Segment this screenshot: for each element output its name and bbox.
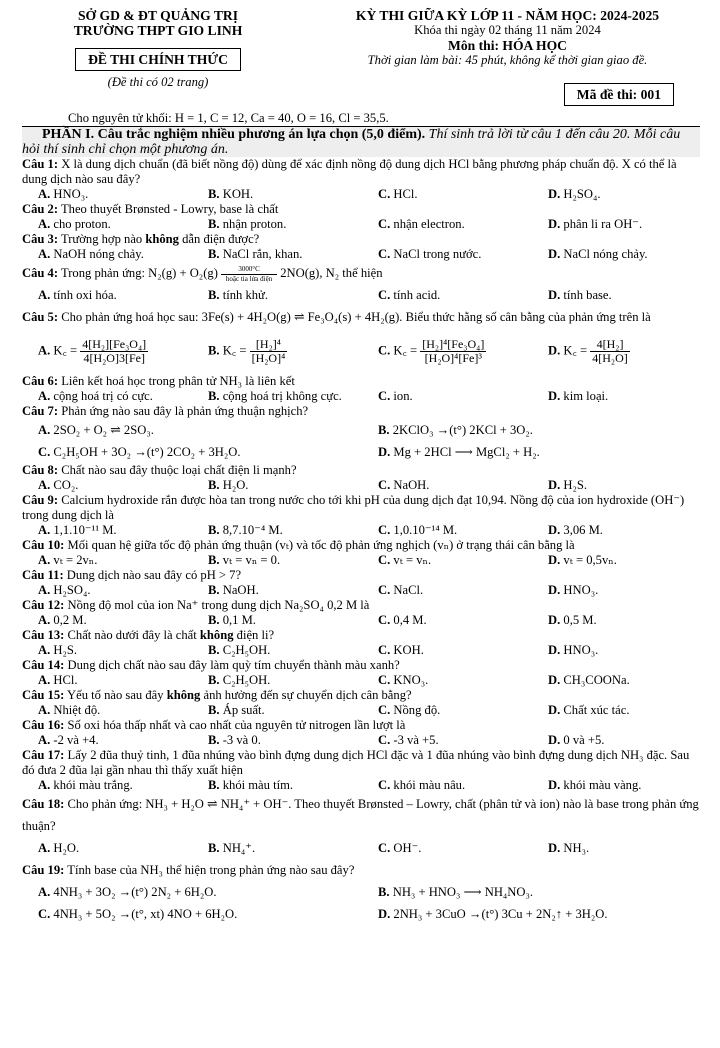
option-b[interactable]: B. H₂O. (208, 478, 249, 492)
options-11 (22, 583, 700, 598)
option-b[interactable]: B. C₂H₅OH. (208, 643, 271, 657)
option-c[interactable]: C. K꜀ = $\frac{\text{[H₂]⁴[Fe₃O₄]}}{\text{[H₂O]⁴[Fe]³}}$ (378, 336, 485, 365)
option-a[interactable]: A. CO₂. (38, 478, 79, 492)
option-b[interactable]: B. -3 và 0. (208, 733, 261, 747)
option-d[interactable]: D. phân li ra OH⁻. (548, 217, 643, 231)
options-12 (22, 613, 700, 628)
option-c[interactable]: C. OH⁻. (378, 841, 422, 855)
option-a[interactable]: A. 1,1.10⁻¹¹ M. (38, 523, 117, 537)
option-c[interactable]: C. nhận electron. (378, 217, 465, 231)
option-c[interactable]: C. KNO₃. (378, 673, 429, 687)
option-c[interactable]: C. -3 và +5. (378, 733, 439, 747)
exam-duration: Thời gian làm bài: 45 phút, không kể thời gian giao đề. (367, 53, 648, 67)
options-3 (22, 247, 700, 262)
option-c[interactable]: C. vₜ = vₙ. (378, 553, 432, 567)
option-b[interactable]: B. NH₄⁺. (208, 841, 256, 855)
option-a[interactable]: A. -2 và +4. (38, 733, 99, 747)
option-a[interactable]: A. khói màu trắng. (38, 778, 133, 792)
question-15: Câu 15: Yếu tố nào sau đây không ảnh hưởng đến sự chuyển dịch cân bằng? (22, 688, 412, 702)
options-17 (22, 778, 700, 793)
options-7-row1 (22, 419, 700, 441)
option-a[interactable]: A. cộng hoá trị có cực. (38, 389, 153, 403)
option-d[interactable]: D. 0 và +5. (548, 733, 605, 747)
option-d[interactable]: D. H₂S. (548, 478, 588, 492)
option-c[interactable]: C. 4NH₃ + 5O₂ →(t°, xt) 4NO + 6H₂O. (38, 907, 238, 921)
option-a[interactable]: A. 0,2 M. (38, 613, 87, 627)
options-8 (22, 478, 700, 493)
option-b[interactable]: B. nhận proton. (208, 217, 287, 231)
option-b[interactable]: B. 0,1 M. (208, 613, 256, 627)
option-a[interactable]: A. NaOH nóng chảy. (38, 247, 144, 261)
question-7: Câu 7: Phản ứng nào sau đây là phản ứng thuận nghịch? (22, 404, 309, 418)
option-c[interactable]: C. HCl. (378, 187, 418, 201)
option-a[interactable]: A. H₂SO₄. (38, 583, 91, 597)
option-a[interactable]: A. 2SO₂ + O₂ ⇌ 2SO₃. (38, 423, 154, 437)
question-14: Câu 14: Dung dịch chất nào sau đây làm quỳ tím chuyển thành màu xanh? (22, 658, 400, 672)
options-5 (22, 328, 700, 374)
option-b[interactable]: B. Áp suất. (208, 703, 265, 717)
options-1 (22, 187, 700, 202)
option-a[interactable]: A. 4NH₃ + 3O₂ →(t°) 2N₂ + 6H₂O. (38, 885, 217, 899)
option-a[interactable]: A. Nhiệt độ. (38, 703, 101, 717)
question-3: Câu 3: Trường hợp nào không dẫn điện được? (22, 232, 260, 246)
options-10 (22, 553, 700, 568)
option-b[interactable]: B. 2KClO₃ →(t°) 2KCl + 3O₂. (378, 423, 533, 437)
options-15 (22, 703, 700, 718)
option-a[interactable]: A. tính oxi hóa. (38, 288, 117, 302)
option-b[interactable]: B. NaOH. (208, 583, 259, 597)
option-b[interactable]: B. 8,7.10⁻⁴ M. (208, 523, 283, 537)
option-c[interactable]: C. NaOH. (378, 478, 430, 492)
question-2: Câu 2: Theo thuyết Brønsted - Lowry, base là chất (22, 202, 279, 216)
part-one-heading (22, 127, 700, 157)
option-d[interactable]: D. 2NH₃ + 3CuO →(t°) 3Cu + 2N₂↑ + 3H₂O. (378, 907, 608, 921)
option-a[interactable]: A. vₜ = 2vₙ. (38, 553, 98, 567)
department-name: SỞ GD & ĐT QUẢNG TRỊ (77, 8, 238, 23)
reaction-arrow: 3000°C hoặc tia lửa điện (221, 266, 277, 283)
option-d[interactable]: D. CH₃COONa. (548, 673, 630, 687)
option-b[interactable]: B. KOH. (208, 187, 254, 201)
question-18: Câu 18: Cho phản ứng: NH₃ + H₂O ⇌ NH₄⁺ + OH⁻. Theo thuyết Brønsted – Lowry, chất (phân tử và ion) nào là base trong phản ứng thuận? (22, 797, 699, 833)
option-c[interactable]: C. 0,4 M. (378, 613, 427, 627)
exam-title: KỲ THI GIỮA KỲ LỚP 11 - NĂM HỌC: 2024-2025 (355, 8, 660, 23)
exam-subject: Môn thi: HÓA HỌC (448, 38, 567, 53)
options-19-row1 (22, 881, 700, 903)
question-4: Câu 4: Trong phản ứng: N₂(g) + O₂(g) 3000°C hoặc tia lửa điện 2NO(g), N₂ thể hiện (22, 264, 383, 283)
option-a[interactable]: A. cho proton. (38, 217, 111, 231)
exam-header (0, 8, 720, 108)
options-19-row2 (22, 903, 700, 925)
option-a[interactable]: A. HNO₃. (38, 187, 89, 201)
option-c[interactable]: C. 1,0.10⁻¹⁴ M. (378, 523, 458, 537)
question-16: Câu 16: Số oxi hóa thấp nhất và cao nhất của nguyên tử nitrogen lần lượt là (22, 718, 406, 732)
options-9 (22, 523, 700, 538)
option-d[interactable]: D. khói màu vàng. (548, 778, 642, 792)
equilibrium-arrow: ⇌ (293, 310, 305, 324)
question-12: Câu 12: Nồng độ mol của ion Na⁺ trong dung dịch Na₂SO₄ 0,2 M là (22, 598, 370, 612)
option-c[interactable]: C. C₂H₅OH + 3O₂ →(t°) 2CO₂ + 3H₂O. (38, 445, 241, 459)
options-6 (22, 389, 700, 404)
option-d[interactable]: D. NaCl nóng chảy. (548, 247, 648, 261)
options-2 (22, 217, 700, 232)
option-a[interactable]: A. H₂S. (38, 643, 78, 657)
option-b[interactable]: B. tính khử. (208, 288, 269, 302)
exam-content (22, 111, 700, 925)
question-1 (22, 157, 700, 187)
options-7-row2 (22, 441, 700, 463)
option-a[interactable]: A. HCl. (38, 673, 78, 687)
option-d[interactable]: D. K꜀ = $\frac{\text{4[H₂]}}{\text{4[H₂O]}}$ (548, 336, 628, 365)
option-d[interactable]: D. tính base. (548, 288, 612, 302)
question-13: Câu 13: Chất nào dưới đây là chất không điện li? (22, 628, 275, 642)
page-count-note: (Đề thi có 02 trang) (107, 75, 209, 89)
option-b[interactable]: B. NaCl rắn, khan. (208, 247, 303, 261)
exam-code-box: Mã đề thi: 001 (564, 83, 674, 106)
question-9: Câu 9: Calcium hydroxide rắn được hòa tan trong nước cho tới khi pH của dung dịch đạt 10,94. Nồng độ của ion hydroxide (OH⁻) trong dung dịch là (22, 493, 685, 522)
option-a[interactable]: A. H₂O. (38, 841, 80, 855)
question-11: Câu 11: Dung dịch nào sau đây có pH > 7? (22, 568, 242, 582)
option-c[interactable]: C. tính acid. (378, 288, 441, 302)
question-19: Câu 19: Tính base của NH₃ thể hiện trong phản ứng nào sau đây? (22, 863, 355, 877)
option-c[interactable]: C. Nồng độ. (378, 703, 441, 717)
question-number: Câu 1: (22, 157, 59, 171)
exam-date: Khóa thi ngày 02 tháng 11 năm 2024 (414, 23, 601, 37)
option-d[interactable]: D. Chất xúc tác. (548, 703, 630, 717)
option-b[interactable]: B. cộng hoá trị không cực. (208, 389, 342, 403)
option-d[interactable]: D. NH₃. (548, 841, 590, 855)
option-d[interactable]: D. vₜ = 0,5vₙ. (548, 553, 617, 567)
school-name: TRƯỜNG THPT GIO LINH (73, 23, 243, 38)
header-left (24, 8, 292, 90)
question-8: Câu 8: Chất nào sau đây thuộc loại chất điện li mạnh? (22, 463, 297, 477)
option-d[interactable]: D. 3,06 M. (548, 523, 603, 537)
option-d[interactable]: D. Mg + 2HCl ⟶ MgCl₂ + H₂. (378, 445, 540, 459)
option-b[interactable]: B. C₂H₅OH. (208, 673, 271, 687)
question-17: Câu 17: Lấy 2 đũa thuỷ tinh, 1 đũa nhúng vào bình đựng dung dịch HCl đặc và 1 đũa nhúng vào bình đựng dung dịch NH₃ đặc. Sau đó đưa 2 đũa lại gần nhau thì thấy xuất hiện (22, 748, 690, 777)
option-d[interactable]: D. kim loại. (548, 389, 609, 403)
part-one-title: PHẦN I. Câu trắc nghiệm nhiều phương án lựa chọn (5,0 điểm). (42, 127, 426, 142)
option-c[interactable]: C. khói màu nâu. (378, 778, 466, 792)
options-16 (22, 733, 700, 748)
option-b[interactable]: B. NH₃ + HNO₃ ⟶ NH₄NO₃. (378, 885, 534, 899)
option-c[interactable]: C. ion. (378, 389, 413, 403)
official-exam-box: ĐỀ THI CHÍNH THỨC (75, 48, 241, 71)
question-5: Câu 5: Cho phản ứng hoá học sau: 3Fe(s) + 4H₂O(g) ⇌ Fe₃O₄(s) + 4H₂(g). Biểu thức hằng số cân bằng của phản ứng trên là (22, 310, 651, 324)
options-18 (22, 837, 700, 859)
header-right (300, 8, 715, 68)
options-13 (22, 643, 700, 658)
option-c[interactable]: C. NaCl trong nước. (378, 247, 482, 261)
option-d[interactable]: D. H₂SO₄. (548, 187, 601, 201)
option-c[interactable]: C. NaCl. (378, 583, 424, 597)
option-b[interactable]: B. vₜ = vₙ = 0. (208, 553, 281, 567)
question-text: X là dung dịch chuẩn (đã biết nồng độ) dùng để xác định nồng độ dung dịch HCl bằng phương pháp chuẩn độ. X có thể là dung dịch nào sau đây? (22, 157, 677, 186)
option-a[interactable]: A. K꜀ = $\frac{\text{4[H₂][Fe₃O₄]}}{\text{4[H₂O]3[Fe]}}$ (38, 336, 147, 365)
option-d[interactable]: D. 0,5 M. (548, 613, 597, 627)
option-b[interactable]: B. K꜀ = $\frac{\text{[H₂]⁴}}{\text{[H₂O]⁴}}$ (208, 336, 286, 365)
atomic-mass-note: Cho nguyên tử khối: H = 1, C = 12, Ca = 40, O = 16, Cl = 35,5. (22, 111, 700, 127)
question-6: Câu 6: Liên kết hoá học trong phân tử NH₃ là liên kết (22, 374, 295, 388)
question-10: Câu 10: Mối quan hệ giữa tốc độ phản ứng thuận (vₜ) và tốc độ phản ứng nghịch (vₙ) ở trạng thái cân bằng là (22, 538, 575, 552)
option-c[interactable]: C. KOH. (378, 643, 424, 657)
options-4 (22, 284, 700, 306)
part-one-instruction: Thí sinh trả lời từ câu 1 đến câu 20. Mỗi câu hỏi thí sinh chỉ chọn một phương án. (22, 127, 681, 157)
option-d[interactable]: D. HNO₃. (548, 643, 599, 657)
options-14 (22, 673, 700, 688)
option-b[interactable]: B. khói màu tím. (208, 778, 294, 792)
option-d[interactable]: D. HNO₃. (548, 583, 599, 597)
